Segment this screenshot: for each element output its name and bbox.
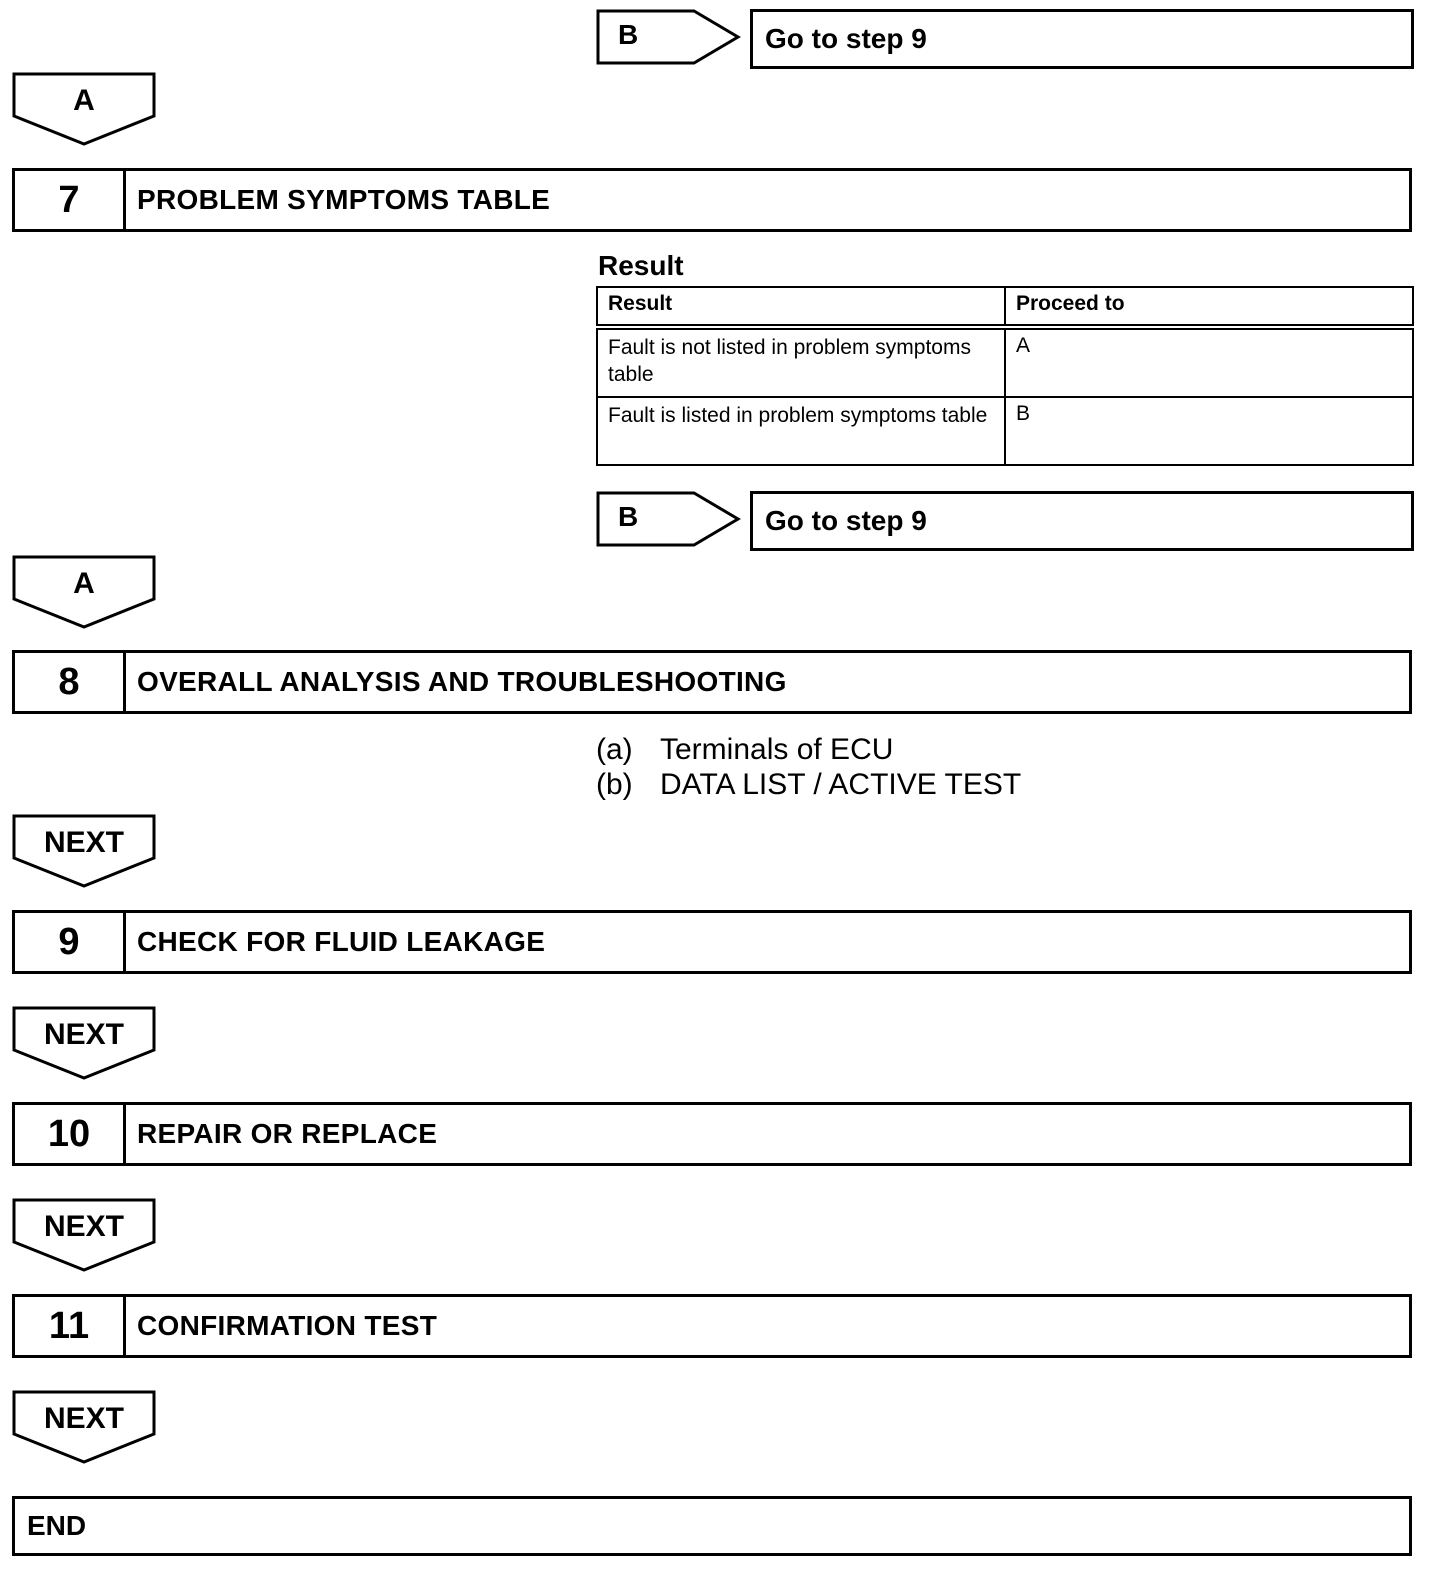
result-table: [596, 286, 1414, 466]
next-arrow[interactable]: [12, 814, 158, 890]
step-title: OVERALL ANALYSIS AND TROUBLESHOOTING: [137, 666, 787, 697]
column-header-proceed: Proceed to: [1005, 287, 1413, 327]
step-number: 11: [15, 1297, 126, 1355]
step-title: REPAIR OR REPLACE: [137, 1118, 438, 1149]
table-header-row: [597, 287, 1413, 327]
next-arrow[interactable]: [12, 1198, 158, 1274]
step-8-header: [12, 650, 1412, 714]
list-marker: (b): [596, 768, 633, 801]
step-title: CHECK FOR FLUID LEAKAGE: [137, 926, 546, 957]
goto-step-9-box[interactable]: Go to step 9: [750, 9, 1414, 69]
goto-step-9-box[interactable]: Go to step 9: [750, 491, 1414, 551]
next-arrow[interactable]: [12, 1006, 158, 1082]
step-number: 9: [15, 913, 126, 971]
branch-b-label: B: [618, 19, 639, 50]
step-title: PROBLEM SYMPTOMS TABLE: [137, 184, 551, 215]
list-item: [596, 732, 1021, 767]
result-cell: Fault is not listed in problem symptoms table: [597, 327, 1005, 397]
branch-b-arrow[interactable]: [596, 9, 744, 67]
step-7-header: [12, 168, 1412, 232]
branch-b-arrow[interactable]: [596, 491, 744, 549]
list-item: [596, 767, 1021, 802]
step-number: 8: [15, 653, 126, 711]
branch-a-arrow[interactable]: [12, 555, 158, 631]
table-row: [597, 327, 1413, 397]
step-number: 7: [15, 171, 126, 229]
result-caption: Result: [598, 250, 684, 281]
list-text: DATA LIST / ACTIVE TEST: [660, 768, 1022, 801]
branch-a-label: A: [73, 567, 95, 600]
list-text: Terminals of ECU: [660, 733, 894, 766]
next-label: NEXT: [43, 1018, 124, 1051]
column-header-result: Result: [597, 287, 1005, 327]
branch-a-arrow[interactable]: [12, 72, 158, 148]
end-box: END: [12, 1496, 1412, 1556]
result-cell: Fault is listed in problem symptoms table: [597, 397, 1005, 465]
step-8-substeps: [596, 732, 1021, 802]
proceed-cell: A: [1005, 327, 1413, 397]
step-title: CONFIRMATION TEST: [137, 1310, 438, 1341]
proceed-cell: B: [1005, 397, 1413, 465]
next-label: NEXT: [43, 1402, 124, 1435]
table-row: [597, 397, 1413, 465]
step-number: 10: [15, 1105, 126, 1163]
next-label: NEXT: [43, 1210, 124, 1243]
step-10-header: [12, 1102, 1412, 1166]
step-9-header: [12, 910, 1412, 974]
step-11-header: [12, 1294, 1412, 1358]
next-label: NEXT: [43, 826, 124, 859]
branch-b-label: B: [618, 501, 639, 532]
branch-a-label: A: [73, 84, 95, 117]
list-marker: (a): [596, 733, 633, 766]
next-arrow[interactable]: [12, 1390, 158, 1466]
